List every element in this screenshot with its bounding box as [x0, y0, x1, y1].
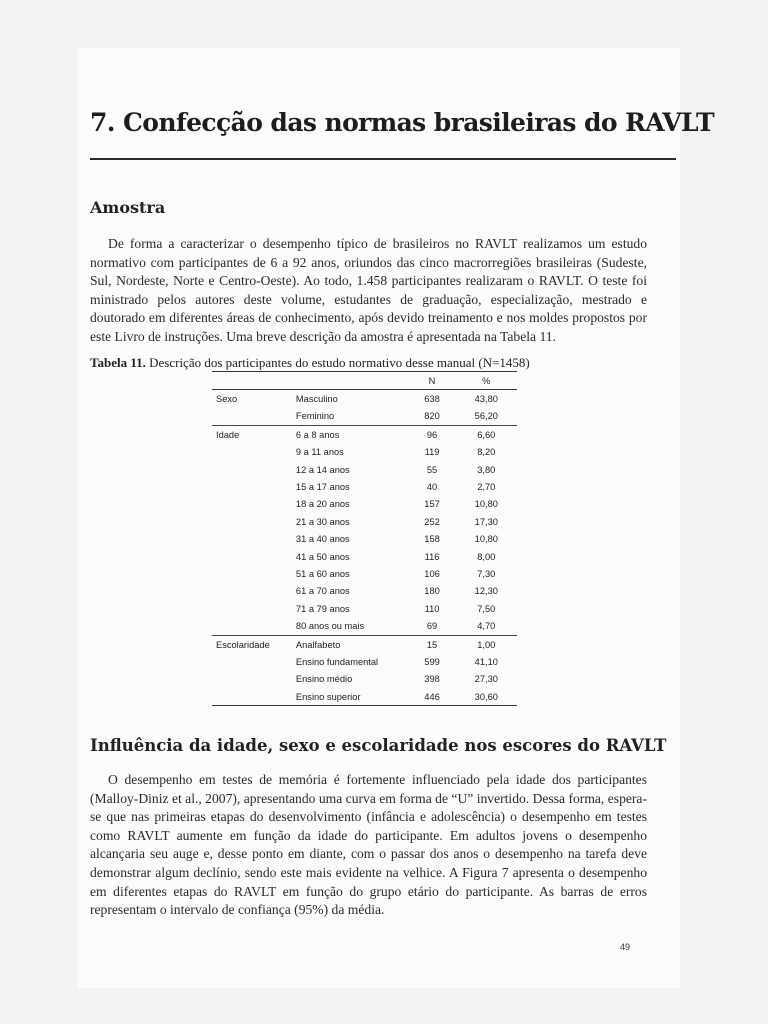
row-category: 71 a 79 anos [295, 603, 350, 614]
row-category: 61 a 70 anos [295, 586, 350, 597]
header-cell [212, 372, 296, 390]
row-percent: 7,50 [477, 603, 496, 614]
row-category: 31 a 40 anos [295, 534, 350, 545]
row-group-label: Escolaridade [212, 635, 296, 653]
row-n: 96 [409, 426, 456, 444]
row-percent: 30,60 [474, 691, 498, 702]
section-heading-influencia: Influência da idade, sexo e escolaridade nos escores do RAVLT [90, 736, 667, 755]
row-n: 820 [424, 411, 440, 422]
table-caption [90, 355, 530, 371]
row-category: 80 anos ou mais [295, 621, 365, 632]
row-n: 110 [424, 603, 440, 614]
table-row [212, 653, 517, 670]
table-row [212, 548, 517, 565]
table-row [212, 408, 517, 426]
row-n: 55 [426, 464, 438, 475]
row-n: 40 [426, 482, 438, 493]
table-row [212, 496, 517, 513]
row-percent: 8,20 [477, 447, 496, 458]
row-n: 252 [424, 516, 440, 527]
row-percent: 43,80 [474, 394, 498, 405]
row-category: Masculino [295, 394, 338, 405]
row-percent: 2,70 [477, 482, 496, 493]
row-percent: 4,70 [477, 621, 496, 632]
row-group-label [212, 478, 296, 495]
row-n: 638 [424, 394, 440, 405]
row-category: 21 a 30 anos [295, 516, 350, 527]
row-n: 599 [424, 656, 440, 667]
amostra-paragraph-text: De forma a caracterizar o desempenho típico de brasileiros no RAVLT realizamos um estudo normativo com participantes de 6 a 92 anos, oriundos das cinco macrorregiões brasileiras (Sudeste, Sul, Nordeste, Norte e Centro-Oeste). Ao todo, 1.458 participantes realizaram o RAVLT. O teste foi ministrado pelos autores deste volume, estudantes de graduação, especialização, mestrado e doutorado em diferentes áreas de conhecimento, após devido treinamento e nos moldes propostos por este Livro de instruções. Uma breve descrição da amostra é apresentada na Tabela 11. [90, 236, 647, 344]
table-row [212, 444, 517, 461]
row-percent: 17,30 [474, 516, 498, 527]
row-category: Feminino [295, 411, 335, 422]
header-n: N [428, 375, 436, 386]
row-n: 157 [424, 499, 440, 510]
row-group-label [212, 617, 296, 635]
table-row [212, 635, 517, 653]
row-percent: 1,00 [456, 635, 517, 653]
row-category: 18 a 20 anos [295, 499, 350, 510]
row-group-label [212, 600, 296, 617]
row-n: 446 [424, 691, 440, 702]
table-row [212, 671, 517, 688]
table-row [212, 461, 517, 478]
row-group-label [212, 408, 296, 426]
row-n: 15 [409, 635, 456, 653]
row-percent: 56,20 [474, 411, 498, 422]
section-heading-amostra: Amostra [90, 198, 166, 217]
row-percent: 10,80 [474, 534, 498, 545]
chapter-title: 7. Confecção das normas brasileiras do RAVLT [90, 108, 714, 137]
header-cell [296, 372, 409, 390]
table-row [212, 617, 517, 635]
row-percent: 27,30 [474, 674, 498, 685]
row-group-label [212, 531, 296, 548]
row-percent: 6,60 [456, 426, 517, 444]
row-group-label [212, 583, 296, 600]
table-row [212, 688, 517, 706]
row-group-label: Sexo [216, 394, 238, 405]
row-n: 398 [424, 674, 440, 685]
table-row [212, 565, 517, 582]
row-category: 41 a 50 anos [295, 551, 350, 562]
table-row [212, 426, 517, 444]
table-row [212, 531, 517, 548]
title-rule [90, 158, 676, 160]
row-group-label [212, 496, 296, 513]
header-percent: % [482, 375, 491, 386]
row-n: 158 [424, 534, 440, 545]
row-n: 180 [424, 586, 440, 597]
table-row [212, 390, 517, 408]
row-group-label [212, 671, 296, 688]
table-row [212, 513, 517, 530]
table-row [212, 478, 517, 495]
influencia-paragraph [90, 771, 647, 920]
row-percent: 10,80 [474, 499, 498, 510]
row-category: Ensino superior [295, 691, 361, 702]
row-category: Ensino médio [295, 674, 353, 685]
influencia-paragraph-text: O desempenho em testes de memória é fortemente influenciado pela idade dos participantes (Malloy-Diniz et al., 2007), apresentando uma curva em forma de “U” invertido. Dessa forma, espera-se que nas primeiras etapas do desenvolvimento (infância e adolescência) o desempenho em testes como RAVLT aumente em função da idade do participante. Em adultos jovens o desempenho alcançaria seu auge e, desse ponto em diante, com o passar dos anos o desempenho na tarefa deve demonstrar algum declínio, sendo este mais evidente na velhice. A Figura 7 apresenta o desempenho em diferentes etapas do RAVLT em função do grupo etário do participante. As barras de erros representam o intervalo de confiança (95%) da média. [90, 772, 647, 918]
table-caption-text: Descrição dos participantes do estudo normativo desse manual (N=1458) [149, 355, 530, 370]
row-category: 6 a 8 anos [296, 426, 409, 444]
table-header-row [212, 372, 517, 390]
row-group-label [212, 688, 296, 706]
table-row [212, 583, 517, 600]
row-percent: 8,00 [477, 551, 496, 562]
row-category: Ensino fundamental [295, 656, 379, 667]
row-group-label: Idade [212, 426, 296, 444]
row-group-label [212, 513, 296, 530]
row-n: 116 [424, 551, 440, 562]
amostra-paragraph [90, 235, 647, 347]
row-category: 51 a 60 anos [295, 568, 350, 579]
row-percent: 3,80 [477, 464, 496, 475]
page-number: 49 [620, 942, 631, 952]
row-n: 106 [424, 568, 440, 579]
row-category: 12 a 14 anos [295, 464, 350, 475]
row-percent: 41,10 [474, 656, 498, 667]
row-group-label [212, 565, 296, 582]
row-category: 9 a 11 anos [295, 447, 344, 458]
row-group-label [212, 548, 296, 565]
row-n: 69 [426, 621, 438, 632]
row-n: 119 [424, 447, 440, 458]
table-caption-label: Tabela 11. [90, 355, 146, 370]
row-category: Analfabeto [296, 635, 409, 653]
table-row [212, 600, 517, 617]
row-percent: 7,30 [477, 568, 496, 579]
row-group-label [212, 653, 296, 670]
row-group-label [212, 461, 296, 478]
row-group-label [212, 444, 296, 461]
row-category: 15 a 17 anos [295, 482, 350, 493]
row-percent: 12,30 [474, 586, 498, 597]
sample-table [212, 371, 517, 706]
